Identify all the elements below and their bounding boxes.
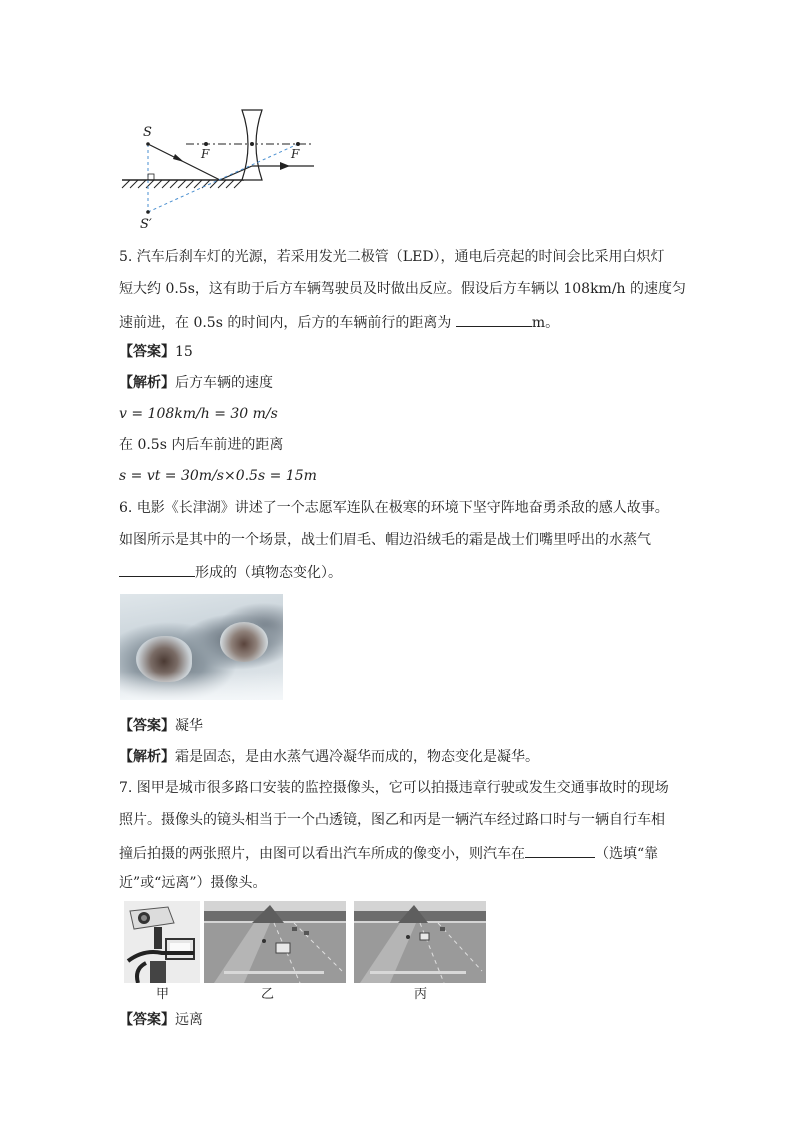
q5-answer-label: 【答案】	[119, 344, 175, 360]
label-f-right: F	[291, 147, 300, 161]
point-f-right	[296, 142, 300, 146]
q5-analysis	[119, 373, 273, 393]
caption-yi: 乙	[261, 987, 275, 1002]
road-scene-b	[204, 901, 346, 983]
q5-answer	[119, 342, 193, 362]
q6-line3-post: 形成的（填物态变化）。	[195, 565, 342, 581]
q6-line3	[119, 561, 342, 583]
q5-line1: 5. 汽车后刹车灯的光源，若采用发光二极管（LED），通电后亮起的时间会比采用白炽灯	[119, 249, 665, 265]
road-scene-c	[354, 901, 486, 983]
snow-soldiers-photo	[120, 594, 283, 700]
q5-line3-pre: 速前进，在 0.5s 的时间内，后方的车辆前行的距离为	[119, 315, 452, 331]
road-photo-b	[204, 901, 346, 983]
q7-line1: 7. 图甲是城市很多路口安装的监控摄像头，它可以拍摄违章行驶或发生交通事故时的现场	[119, 780, 669, 796]
optics-diagram	[118, 100, 318, 230]
caption-jia: 甲	[156, 987, 170, 1002]
incident-ray-arrow	[173, 154, 184, 162]
q5-line3	[119, 311, 559, 333]
label-s: S	[143, 125, 152, 140]
q7-line3	[119, 842, 658, 864]
point-lens-center	[250, 142, 254, 146]
q5-equation-2: s = vt = 30m/s×0.5s = 15m	[119, 468, 317, 484]
q6-analysis-label: 【解析】	[119, 749, 175, 765]
q6-answer-label: 【答案】	[119, 718, 175, 734]
camera-photo	[124, 901, 200, 983]
refracted-ray-arrow	[280, 162, 290, 170]
q7-line4: 近”或“远离”）摄像头。	[119, 875, 267, 891]
q6-answer-value: 凝华	[175, 718, 203, 734]
q6-line1: 6. 电影《长津湖》讲述了一个志愿军连队在极寒的环境下坚守阵地奋勇杀敌的感人故事。	[119, 500, 669, 516]
camera-icon	[124, 901, 200, 983]
q5-analysis-2: 在 0.5s 内后车前进的距离	[119, 437, 284, 453]
q5-analysis-text: 后方车辆的速度	[175, 375, 273, 391]
q5-line2: 短大约 0.5s，这有助于后方车辆驾驶员及时做出反应。假设后方车辆以 108km/h 的速度匀	[119, 281, 687, 297]
q6-analysis	[119, 747, 539, 767]
q7-line3-post: （选填“靠	[595, 846, 659, 862]
q5-blank[interactable]	[456, 311, 532, 327]
mirror-hatching	[122, 180, 242, 188]
soldier-head-2	[220, 622, 268, 662]
q7-answer	[119, 1010, 203, 1030]
caption-bing: 丙	[414, 987, 428, 1002]
label-f-left: F	[201, 147, 210, 161]
snow-highlight	[120, 672, 283, 700]
point-f-left	[204, 142, 208, 146]
q6-line2: 如图所示是其中的一个场景，战士们眉毛、帽边沿绒毛的霜是战士们嘴里呼出的水蒸气	[119, 532, 651, 548]
q6-answer	[119, 716, 203, 736]
road-photo-c	[354, 901, 486, 983]
point-s	[146, 142, 150, 146]
q7-line2: 照片。摄像头的镜头相当于一个凸透镜，图乙和丙是一辆汽车经过路口时与一辆自行车相	[119, 812, 665, 828]
point-s-prime	[146, 210, 150, 214]
label-s-prime: S′	[140, 217, 152, 230]
q7-answer-value: 远离	[175, 1012, 203, 1028]
virtual-ray-dashed	[148, 144, 298, 212]
q6-analysis-text: 霜是固态，是由水蒸气遇冷凝华而成的，物态变化是凝华。	[175, 749, 539, 765]
q5-line3-post: m。	[531, 315, 560, 331]
q7-line3-pre: 撞后拍摄的两张照片，由图可以看出汽车所成的像变小，则汽车在	[119, 846, 525, 862]
right-angle-mark	[148, 174, 154, 180]
q5-answer-value: 15	[175, 344, 193, 360]
q5-equation-1: v = 108km/h = 30 m/s	[119, 406, 278, 422]
q5-analysis-label: 【解析】	[119, 375, 175, 391]
q6-blank[interactable]	[119, 561, 195, 577]
q7-answer-label: 【答案】	[119, 1012, 175, 1028]
q7-blank[interactable]	[525, 842, 595, 858]
